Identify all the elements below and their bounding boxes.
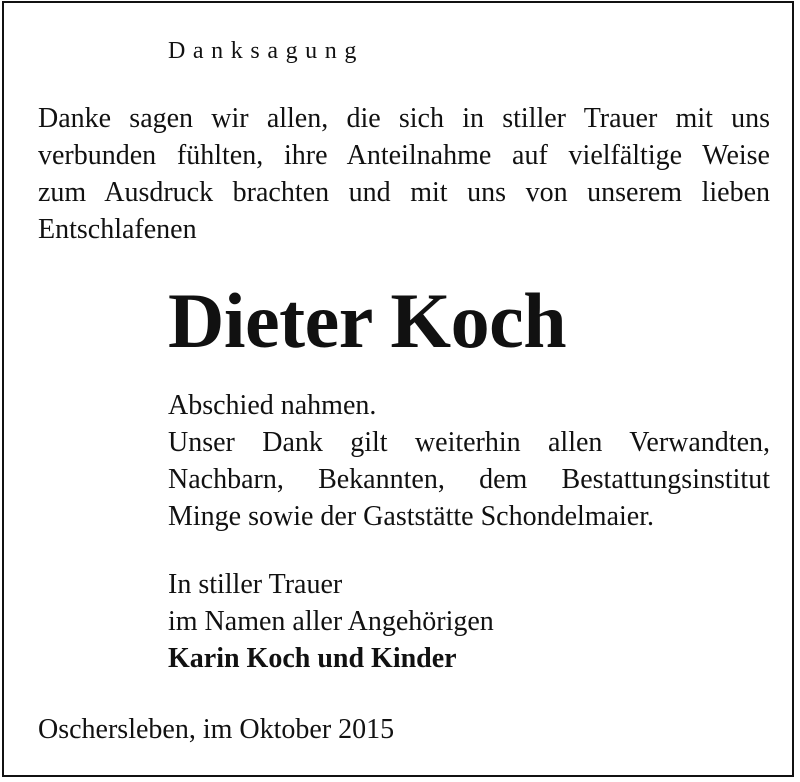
deceased-name: Dieter Koch: [168, 277, 567, 364]
heading: Danksagung: [168, 38, 364, 64]
intro-line: verbunden fühlten, ihre Anteilnahme auf vielfältige Weise: [38, 140, 770, 171]
signature-block: [168, 566, 494, 677]
signature-line: im Namen aller Angehörigen: [168, 606, 494, 637]
intro-line: Entschlafenen: [38, 214, 197, 245]
obituary-notice: [2, 1, 794, 777]
place-date: Oschersleben, im Oktober 2015: [38, 714, 395, 745]
signature-names: Karin Koch und Kinder: [168, 643, 457, 674]
signature-line: In stiller Trauer: [168, 569, 343, 600]
thanks-line: Unser Dank gilt weiterhin allen Verwandten,: [168, 427, 770, 458]
intro-line: Danke sagen wir allen, die sich in stiller Trauer mit uns: [38, 103, 770, 134]
thanks-text: [168, 387, 770, 535]
intro-line: zum Ausdruck brachten und mit uns von unserem lieben: [38, 177, 770, 208]
thanks-line: Nachbarn, Bekannten, dem Bestattungsinstitut: [168, 464, 770, 495]
intro-text: [38, 100, 770, 248]
thanks-line: Minge sowie der Gaststätte Schondelmaier.: [168, 501, 654, 532]
thanks-line: Abschied nahmen.: [168, 390, 377, 421]
